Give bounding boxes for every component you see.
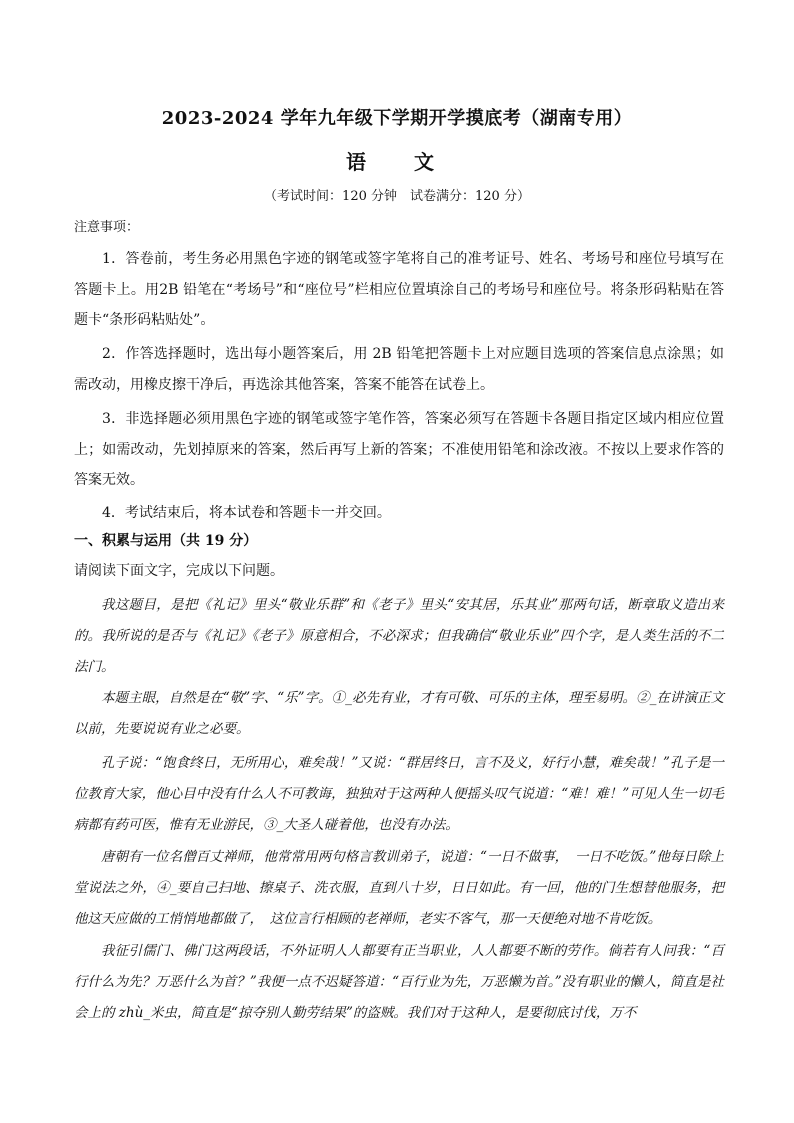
passage-paragraph-2: 本题主眼，自然是在“敬”字、“乐”字。①_必先有业，才有可敬、可乐的主体，理至易明。②_在讲演正文以前，先要说说有业之必要。 xyxy=(74,690,724,737)
exam-info: （考试时间：120 分钟 试卷满分：120 分） xyxy=(264,189,530,204)
passage-paragraph-4: 唐朝有一位名僧百丈禅师，他常常用两句格言教训弟子，说道：“一日不做事， 一日不吃饭。”他每日除上堂说法之外，④_要自己扫地、擦桌子、洗衣服，直到八十岁，日日如此。有一回，他的门生想替他服务，把他这天应做的工悄悄地都做了， 这位言行相顾的老禅师，老实不客气，那一天便绝对地不肯吃饭。 xyxy=(74,849,724,927)
notice-item-3: 3．非选择题必须用黑色字迹的钢笔或签字笔作答，答案必须写在答题卡各题目指定区域内相应位置上；如需改动，先划掉原来的答案，然后再写上新的答案；不准使用铅笔和涂改液。不按以上要求作答的答案无效。 xyxy=(74,411,724,488)
subject-title: 语 文 xyxy=(346,150,448,174)
notice-item-1: 1．答卷前，考生务必用黑色字迹的钢笔或签字笔将自己的准考证号、姓名、考场号和座位号填写在答题卡上。用2B 铅笔在“考场号”和“座位号”栏相应位置填涂自己的考场号和座位号。将条形码粘贴在答题卡“条形码粘贴处”。 xyxy=(74,251,724,328)
passage-paragraph-1: 我这题目，是把《礼记》里头“敬业乐群”和《老子》里头“安其居，乐其业”那两句话，断章取义造出来的。我所说的是否与《礼记》《老子》原意相合，不必深求；但我确信“敬业乐业”四个字，是人类生活的不二法门。 xyxy=(74,597,724,675)
passage-paragraph-5: 我征引儒门、佛门这两段话，不外证明人人都要有正当职业，人人都要不断的劳作。倘若有人问我：“百行什么为先？万恶什么为首？”我便一点不迟疑答道：“百行业为先，万恶懒为首。”没有职业的懒人，简直是社会上的 zhù_米虫，简直是“掠夺别人勤劳结果”的盗贼。我们对于这种人，是要彻底讨伐，万不 xyxy=(74,943,724,1021)
document-title: 2023-2024 学年九年级下学期开学摸底考（湖南专用） xyxy=(161,108,633,129)
notice-heading: 注意事项： xyxy=(74,220,140,235)
notice-item-2: 2．作答选择题时，选出每小题答案后，用 2B 铅笔把答题卡上对应题目选项的答案信息点涂黑；如需改动，用橡皮擦干净后，再选涂其他答案，答案不能答在试卷上。 xyxy=(74,346,724,393)
passage-paragraph-3: 孔子说：“饱食终日，无所用心，难矣哉！”又说：“群居终日，言不及义，好行小慧，难矣哉！”孔子是一位教育大家，他心目中没有什么人不可教诲，独独对于这两种人便摇头叹气说道：“难！难！”可见人生一切毛病都有药可医，惟有无业游民，③_大圣人碰着他，也没有办法。 xyxy=(74,755,724,833)
section-instruction: 请阅读下面文字，完成以下问题。 xyxy=(74,563,284,579)
notice-item-4: 4．考试结束后，将本试卷和答题卡一并交回。 xyxy=(102,505,391,521)
section-heading: 一、积累与运用（共 19 分） xyxy=(74,533,258,549)
